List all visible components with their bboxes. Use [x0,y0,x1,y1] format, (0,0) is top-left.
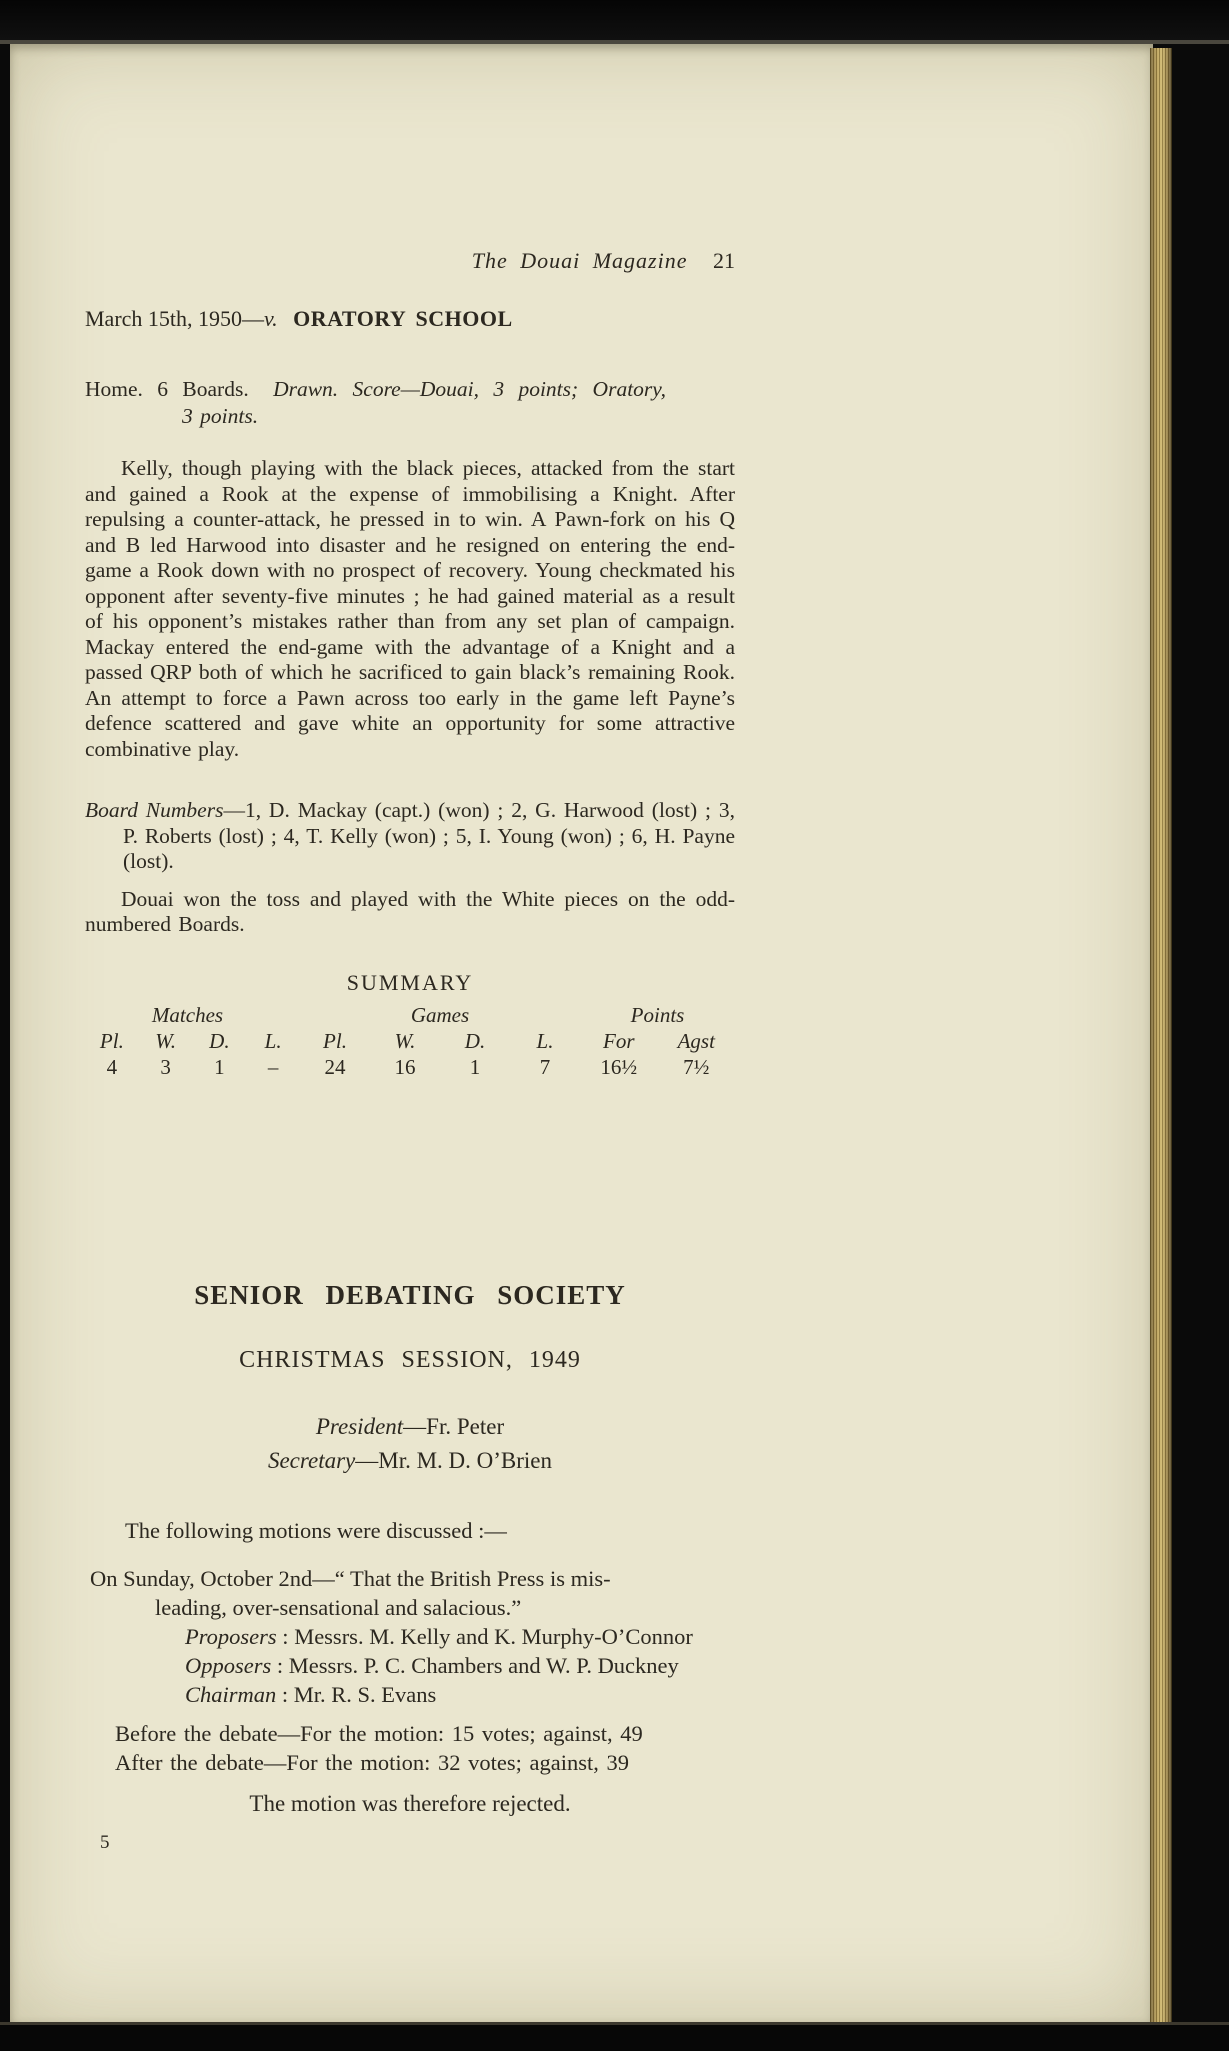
running-header [85,248,735,274]
summary-table [85,1002,735,1080]
summary-group-label: Games [410,1002,470,1027]
book-cover-bottom-edge [0,2022,1229,2051]
summary-value: 24 [324,1054,346,1079]
officer-name: —Fr. Peter [403,1413,505,1439]
match-details-venue: Home. 6 Boards. [85,377,249,401]
summary-title: SUMMARY [346,969,474,995]
magazine-title: The Douai Magazine [471,248,688,273]
motion-line-1: On Sunday, October 2nd—“ That the British Press is mis- [90,1565,611,1591]
role-label: Opposers [185,1652,272,1678]
summary-column-headers [580,1028,735,1054]
society-session: CHRISTMAS SESSION, 1949 [239,1346,581,1373]
toss-note: Douai won the toss and played with the White pieces on the odd-numbered Boards. [85,886,735,936]
folio-page-number: 5 [100,1832,110,1853]
column-header: W. [394,1028,416,1053]
summary-section [85,970,735,1080]
motions-intro: The following motions were discussed :— [125,1517,507,1543]
board-numbers-paragraph [85,798,735,875]
match-details-carry: 3 points. [182,404,259,428]
role-sep: : [276,1623,295,1649]
summary-column-headers [300,1028,580,1054]
role-proposers [185,1622,735,1651]
officer-president [85,1414,735,1440]
match-date: March 15th, 1950— [85,306,265,331]
match-details [85,376,735,430]
summary-value: 1 [214,1054,225,1079]
summary-group-matches [85,1002,300,1080]
page-content [85,44,735,1817]
match-heading [85,306,735,332]
vote-after: After the debate—For the motion: 32 votes; against, 39 [115,1749,630,1775]
summary-group-points [580,1002,735,1080]
officer-name: —Mr. M. D. O’Brien [355,1447,553,1473]
officer-role: Secretary [267,1447,356,1473]
book-cover-top-edge [0,0,1229,44]
summary-values [300,1054,580,1080]
summary-value: 7 [539,1054,551,1079]
match-opponent: ORATORY SCHOOL [293,306,513,331]
column-header: W. [155,1028,177,1053]
column-header: Pl. [99,1028,124,1053]
column-header: For [603,1028,635,1053]
summary-value: 16 [394,1054,416,1079]
column-header: L. [264,1028,282,1053]
role-sep: : [276,1681,294,1707]
officer-role: President [315,1413,404,1439]
summary-value: 7½ [683,1054,710,1079]
vote-results [85,1719,735,1777]
role-sep: : [271,1652,289,1678]
summary-value: 4 [106,1054,118,1079]
role-opposers [185,1651,735,1680]
match-versus: v. [264,306,278,331]
column-header: Pl. [323,1028,347,1053]
society-title: SENIOR DEBATING SOCIETY [194,1279,626,1310]
summary-values [85,1054,300,1080]
motion-result: The motion was therefore rejected. [249,1790,571,1816]
column-header: Agst [677,1028,715,1053]
magazine-page [10,44,1153,2022]
role-value: Mr. R. S. Evans [293,1681,437,1707]
role-label: Chairman [185,1681,277,1707]
column-header: D. [464,1028,486,1053]
summary-group-label: Points [630,1002,685,1027]
board-numbers-text: —1, D. Mackay (capt.) (won) ; 2, G. Harwood (lost) ; 3, P. Roberts (lost) ; 4, T. Kelly (won) ; 5, I. Young (won) ; 6, H. Payne (lost). [123,798,735,873]
board-numbers-label: Board Numbers [85,798,224,822]
summary-values [580,1054,735,1080]
summary-value: 3 [160,1054,171,1079]
page-number-top: 21 [713,248,735,273]
match-report-paragraph: Kelly, though playing with the black pieces, attacked from the start and gained a Rook at the expense of immobilising a Knight. After repulsing a counter-attack, he pressed in to win. A Pawn-fork on his Q and B led Harwood into disaster and he resigned on entering the end-game a Rook down with no prospect of recovery. Young checkmated his opponent after seventy-five minutes ; he had gained material as a result of his opponent’s mistakes rather than from any set plan of campaign. Mackay entered the end-game with the advantage of a Knight and a passed QRP both of which he sacrificed to gain black’s remaining Rook. An attempt to force a Pawn across too early in the game left Payne’s defence scattered and gave white an opportunity for some attractive combinative play. [85,456,735,761]
role-chairman [185,1680,735,1709]
vote-before: Before the debate—For the motion: 15 votes; against, 49 [115,1720,643,1746]
role-value: Messrs. P. C. Chambers and W. P. Duckney [288,1652,679,1678]
motion-text [90,1564,735,1622]
summary-column-headers [85,1028,300,1054]
motion-line-2: leading, over-sensational and salacious.” [155,1594,522,1620]
column-header: L. [536,1028,554,1053]
summary-value: – [267,1054,279,1079]
column-header: D. [209,1028,230,1053]
role-value: Messrs. M. Kelly and K. Murphy-O’Connor [294,1623,693,1649]
role-label: Proposers [185,1623,277,1649]
match-details-result: Drawn. Score—Douai, 3 points; Oratory, [273,377,667,401]
book-fore-edge-pages [1150,48,1172,2022]
summary-value: 1 [469,1054,481,1079]
officer-secretary [85,1448,735,1474]
summary-value: 16½ [600,1054,638,1079]
summary-group-label: Matches [151,1002,224,1027]
summary-group-games [300,1002,580,1080]
